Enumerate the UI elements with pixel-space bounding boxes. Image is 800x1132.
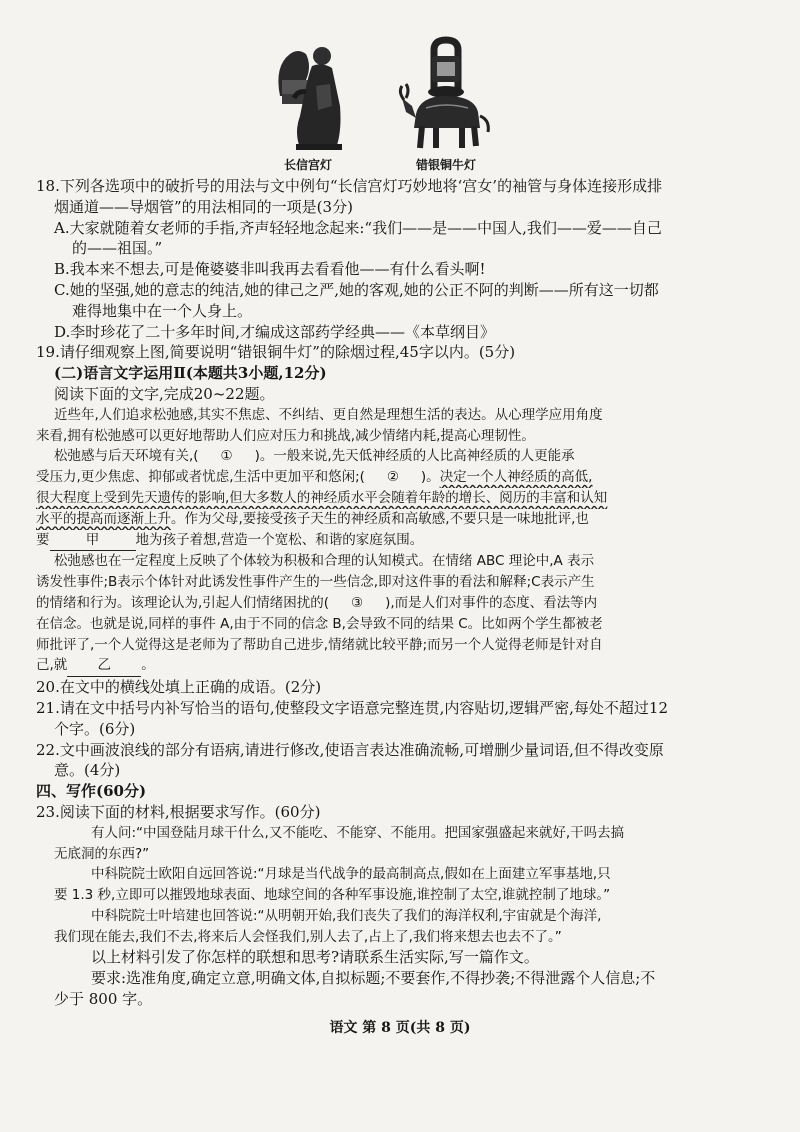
- passage-line: 近些年,人们追求松弛感,其实不焦虑、不纠结、更自然是理想生活的表达。从心理学应用角度: [54, 406, 603, 423]
- q19: 19.请仔细观察上图,简要说明“错银铜牛灯”的除烟过程,45字以内。(5分): [36, 343, 516, 362]
- passage-line: 在信念。也就是说,同样的事件 A,由于不同的信念 B,会导致不同的结果 C。比如两个学生都被老: [36, 615, 603, 632]
- passage-text: 。作为父母,要接受孩子天生的神经质和高敏感,不要只是一味地批评,也: [171, 510, 589, 527]
- q21-line: 21.请在文中括号内补写恰当的语句,使整段文字语意完整连贯,内容贴切,逻辑严密,每处不超过12: [36, 698, 669, 717]
- wavy-underlined-text: 水平的提高而逐渐上升: [36, 510, 171, 527]
- q18-option-c: C.她的坚强,她的意志的纯洁,她的律己之严,她的客观,她的公正不阿的判断——所有这一切都: [54, 280, 659, 299]
- figure-caption: 长信宫灯: [283, 158, 332, 172]
- material-line: 中科院院士欧阳自远回答说:“月球是当代战争的最高制高点,假如在上面建立军事基地,只: [91, 866, 611, 883]
- q18-option-d: D.李时珍花了二十多年时间,才编成这部药学经典——《本草纲目》: [54, 322, 496, 341]
- figure-row: [0, 36, 800, 178]
- q18-line: 18.下列各选项中的破折号的用法与文中例句“长信宫灯巧妙地将‘宫女’的袖管与身体连接形成排: [36, 177, 663, 195]
- passage-line: [36, 446, 774, 467]
- figure-ox-lamp: [386, 36, 506, 173]
- passage-line: [36, 488, 774, 509]
- material-line: 中科院院士叶培建也回答说:“从明朝开始,我们丧失了我们的海洋权利,宇宙就是个海洋,: [91, 907, 602, 924]
- q18-line: 烟通道——导烟管”的用法相同的一项是(3分): [54, 197, 353, 216]
- palace-lamp-figurine-icon: [260, 36, 356, 154]
- passage-line: [36, 509, 774, 530]
- blank-marker-1: ①: [220, 448, 233, 465]
- material-line: 要 1.3 秒,立即可以摧毁地球表面、地球空间的各种军事设施,谁控制了太空,谁就控制了地球。”: [54, 887, 611, 904]
- writing-requirement: 少于 800 字。: [54, 990, 153, 1009]
- q18-option-c-cont: 难得地集中在一个人身上。: [72, 301, 253, 320]
- wavy-underlined-text: 很大程度上受到先天遗传的影响,但大多数人的神经质水平会随着年龄的增长、阅历的丰富和认知: [36, 489, 608, 506]
- passage-line: 松弛感也在一定程度上反映了个体较为积极和合理的认知模式。在情绪 ABC 理论中,A 表示: [54, 553, 595, 570]
- passage-line: [36, 467, 774, 488]
- q18-option-a-cont: 的——祖国。”: [72, 239, 163, 258]
- blank-marker-3: ③: [351, 594, 364, 611]
- bronze-ox-lamp-icon: [396, 36, 496, 154]
- material-line: 无底洞的东西?”: [54, 845, 150, 862]
- passage-text: 地为孩子着想,营造一个宽松、和谐的家庭氛围。: [135, 531, 424, 548]
- passage-text: )。: [420, 469, 440, 486]
- q18-option-a: A.大家就随着女老师的手指,齐声轻轻地念起来:“我们——是——中国人,我们——爱——自己: [54, 218, 662, 237]
- passage-text: 。: [141, 657, 155, 674]
- writing-requirement: 要求:选准角度,确定立意,明确文体,自拟标题;不要套作,不得抄袭;不得泄露个人信息;不: [91, 969, 656, 988]
- passage-line: 来看,拥有松弛感可以更好地帮助人们应对压力和挑战,减少情绪内耗,提高心理韧性。: [36, 427, 535, 444]
- passage-text: 要: [36, 531, 50, 548]
- q20: 20.在文中的横线处填上正确的成语。(2分): [36, 678, 322, 697]
- passage-line: [36, 593, 774, 614]
- passage-text: )。一般来说,先天低神经质的人比高神经质的人更能承: [254, 448, 575, 465]
- blank-jia: 甲: [50, 530, 136, 552]
- q22-line: 22.文中画波浪线的部分有语病,请进行修改,使语言表达准确流畅,可增删少量词语,但不得改变原: [36, 740, 664, 759]
- writing-prompt: 以上材料引发了你怎样的联想和思考?请联系生活实际,写一篇作文。: [91, 948, 539, 967]
- passage-text: 己,就: [36, 657, 68, 674]
- figure-palace-lamp: [248, 36, 368, 173]
- section-title: (二)语言文字运用Ⅱ(本题共3小题,12分): [54, 364, 327, 383]
- q22-line: 意。(4分): [54, 761, 121, 780]
- wavy-underlined-text: 决定一个人神经质的高低,: [439, 469, 593, 486]
- material-line: 有人问:“中国登陆月球干什么,又不能吃、不能穿、不能用。把国家强盛起来就好,干吗去搞: [91, 824, 625, 841]
- question-content: [36, 176, 774, 1010]
- page-footer: 语文 第 8 页(共 8 页): [329, 1020, 471, 1036]
- section-instruction: 阅读下面的文字,完成20~22题。: [54, 384, 275, 403]
- passage-text: 受压力,更少焦虑、抑郁或者忧虑,生活中更加平和悠闲;(: [36, 469, 365, 486]
- passage-text: 的情绪和行为。该理论认为,引起人们情绪困扰的(: [36, 594, 330, 611]
- q23-title: 23.阅读下面的材料,根据要求写作。(60分): [36, 802, 321, 821]
- passage-line: [36, 655, 774, 677]
- q18-option-b: B.我本来不想去,可是俺婆婆非叫我再去看看他——有什么看头啊!: [54, 260, 486, 279]
- passage-line: 师批评了,一个人觉得这是老师为了帮助自己进步,情绪就比较平静;而另一个人觉得老师是针对自: [36, 636, 603, 653]
- blank-marker-2: ②: [386, 469, 399, 486]
- q21-line: 个字。(6分): [54, 719, 136, 738]
- section-title: 四、写作(60分): [36, 782, 147, 801]
- figure-caption: 错银铜牛灯: [415, 158, 476, 172]
- blank-yi: 乙: [67, 655, 141, 677]
- passage-line: [36, 530, 774, 552]
- material-line: 我们现在能去,我们不去,将来后人会怪我们,别人去了,占上了,我们将来想去也去不了。”: [54, 928, 562, 945]
- passage-text: ),而是人们对事件的态度、看法等内: [385, 594, 598, 611]
- passage-text: 松弛感与后天环境有关,(: [54, 448, 199, 465]
- passage-line: 诱发性事件;B表示个体针对此诱发性事件产生的一些信念,即对这件事的看法和解释;C表示产生: [36, 574, 595, 591]
